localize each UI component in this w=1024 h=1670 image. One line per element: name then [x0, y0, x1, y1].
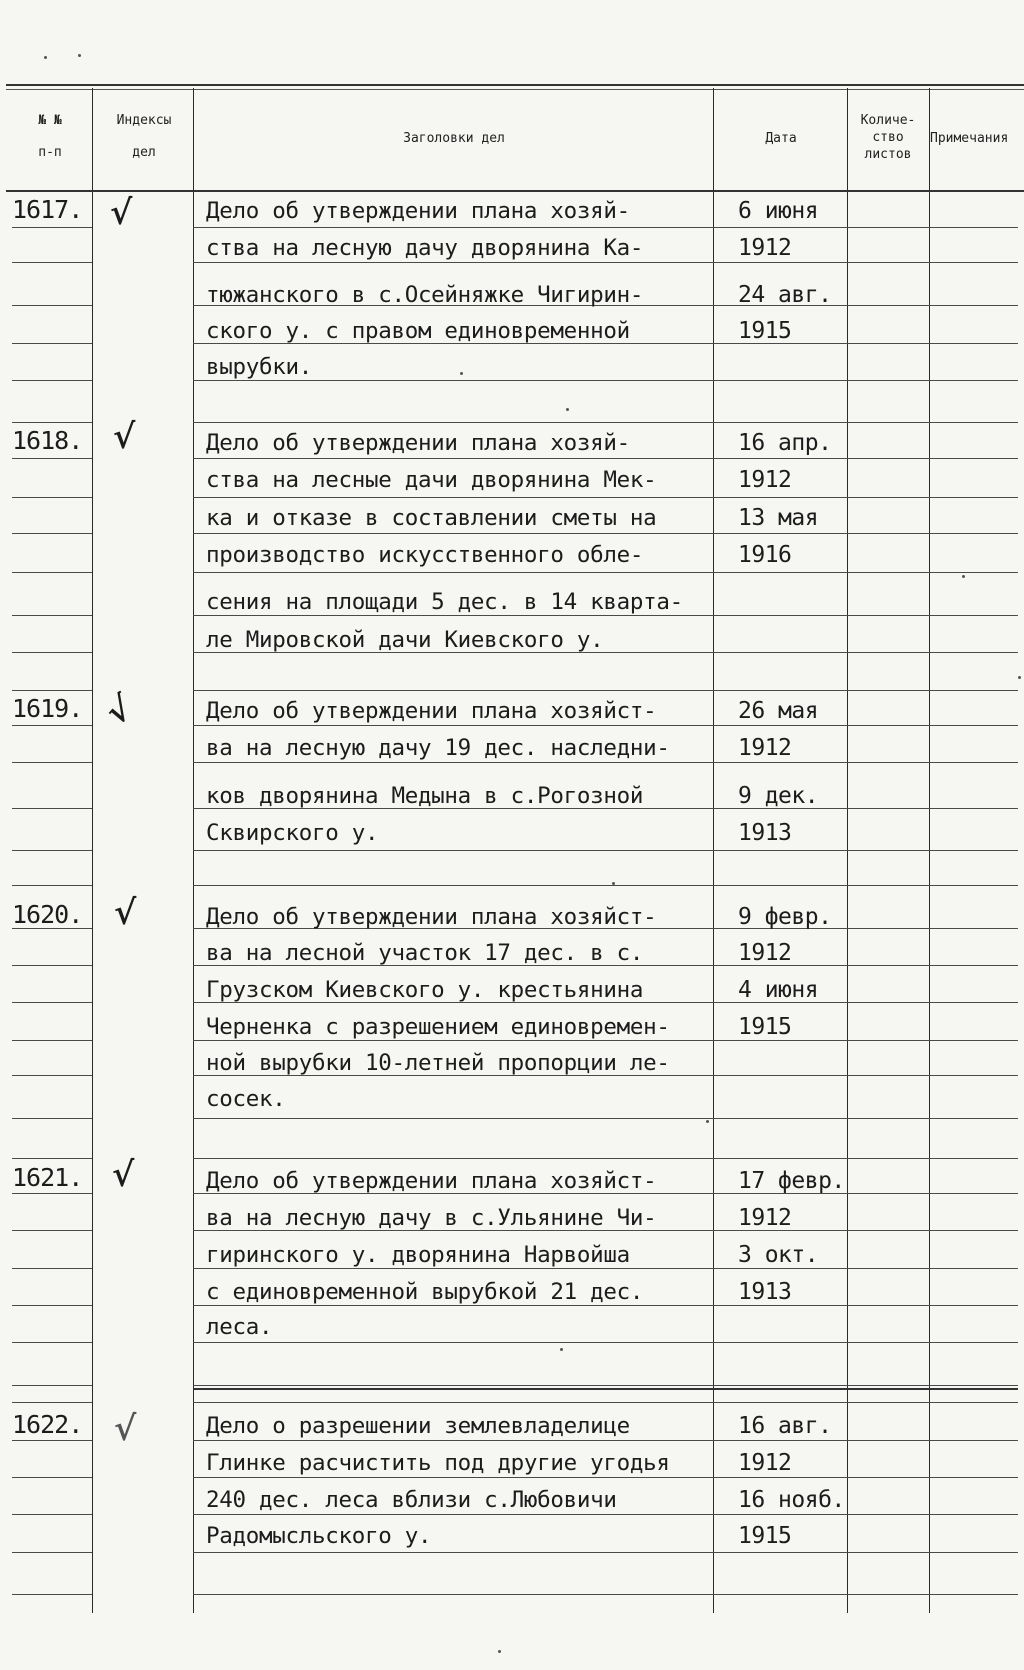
date-line: 1912 [738, 1205, 792, 1231]
title-line: ка и отказе в составлении сметы на [206, 505, 657, 531]
ruled-line-left [12, 808, 92, 809]
ruled-line-right [193, 1040, 1018, 1041]
date-line: 9 дек. [738, 783, 819, 809]
title-line: Радомысльского у. [206, 1523, 432, 1549]
ruled-line-right [193, 762, 1018, 763]
date-line: 16 апр. [738, 430, 832, 456]
header-rule [6, 190, 1024, 192]
ruled-line-right [193, 1594, 1018, 1595]
scan-speck [1018, 676, 1021, 679]
title-line: леса. [206, 1314, 273, 1340]
record-number: 1617. [12, 195, 83, 224]
date-line: 17 февр. [738, 1168, 845, 1194]
record-number: 1618. [12, 426, 83, 455]
ruled-line-right [193, 1477, 1018, 1478]
header-number: № № п-п [38, 113, 62, 160]
header-date: Дата [765, 131, 797, 146]
check-mark: √ [114, 1409, 137, 1449]
scan-speck [706, 1120, 709, 1123]
title-line: ского у. с правом единовременной [206, 318, 630, 344]
ruled-line-left [12, 1230, 92, 1231]
date-line: 26 мая [738, 698, 819, 724]
title-line: ства на лесные дачи дворянина Мек- [206, 467, 657, 493]
check-mark: √ [113, 417, 136, 457]
ruled-line-left [12, 1268, 92, 1269]
record-number: 1619. [12, 694, 83, 723]
ruled-line-left [12, 380, 92, 381]
ruled-line-left [12, 885, 92, 886]
scan-speck [498, 1650, 501, 1653]
title-line: Дело о разрешении землевладелице [206, 1413, 630, 1439]
date-line: 1912 [738, 1450, 792, 1476]
ruled-line-left [12, 227, 92, 228]
title-line: Дело об утверждении плана хозяйст- [206, 698, 657, 724]
title-line: Дело об утверждении плана хозяй- [206, 198, 630, 224]
ruled-line-left [12, 1385, 92, 1386]
top-border-inner [6, 89, 1024, 90]
check-mark: √ [110, 193, 133, 233]
ruled-line-right [193, 1158, 1018, 1159]
ruled-line-right [193, 1342, 1018, 1343]
ruled-line-left [12, 1158, 92, 1159]
ruled-line-left [12, 1477, 92, 1478]
check-mark: √ [112, 1155, 135, 1195]
date-line: 16 нояб. [738, 1487, 845, 1513]
title-line: ва на лесной участок 17 дес. в с. [206, 940, 644, 966]
ruled-line-left [12, 1193, 92, 1194]
header-notes: Примечания [930, 131, 1009, 146]
scan-speck [612, 882, 615, 885]
date-line: 1913 [738, 1279, 792, 1305]
ruled-line-left [12, 965, 92, 966]
ruled-line-left [12, 262, 92, 263]
date-line: 1915 [738, 318, 792, 344]
ruled-line-right [193, 615, 1018, 616]
date-line: 9 февр. [738, 904, 832, 930]
ruled-line-left [12, 1552, 92, 1553]
title-line: ков дворянина Медына в с.Рогозной [206, 783, 644, 809]
ruled-line-left [12, 1440, 92, 1441]
date-line: 24 авг. [738, 282, 832, 308]
ruled-line-right [193, 1305, 1018, 1306]
title-line: с единовременной вырубкой 21 дес. [206, 1279, 644, 1305]
title-line: сения на площади 5 дес. в 14 кварта- [206, 589, 683, 615]
header-sheets: Количе- ство листов [860, 113, 916, 162]
date-line: 4 июня [738, 977, 819, 1003]
col-rule-1 [92, 88, 93, 1613]
ruled-line-left [12, 422, 92, 423]
title-line: сосек. [206, 1086, 286, 1112]
title-line: гиринского у. дворянина Нарвойша [206, 1242, 630, 1268]
date-line: 1913 [738, 820, 792, 846]
ruled-line-right [193, 262, 1018, 263]
ruled-line-right [193, 1552, 1018, 1553]
ruled-line-right [193, 1440, 1018, 1441]
title-line: ной вырубки 10-летней пропорции ле- [206, 1050, 670, 1076]
date-line: 1912 [738, 235, 792, 261]
scan-speck [78, 54, 81, 57]
date-line: 1916 [738, 542, 792, 568]
ruled-line-right [193, 690, 1018, 691]
ruled-line-right [193, 572, 1018, 573]
check-mark: √ [114, 893, 137, 933]
record-number: 1621. [12, 1163, 83, 1192]
header-index: Индексы дел [116, 113, 172, 160]
title-line: ле Мировской дачи Киевского у. [206, 627, 604, 653]
ruled-line-left [12, 533, 92, 534]
ruled-line-right [193, 422, 1018, 423]
ruled-line-right [193, 1268, 1018, 1269]
ruled-line-left [12, 1594, 92, 1595]
ruled-line-left [12, 1514, 92, 1515]
date-line: 6 июня [738, 198, 819, 224]
ruled-line-left [12, 725, 92, 726]
date-line: 1912 [738, 940, 792, 966]
ruled-line-right [193, 227, 1018, 228]
ruled-line-left [12, 305, 92, 306]
title-line: ва на лесную дачу в с.Ульянине Чи- [206, 1205, 657, 1231]
ruled-line-left [12, 572, 92, 573]
title-line: вырубки. [206, 354, 312, 380]
ruled-line-right [193, 1385, 1018, 1386]
ruled-line-right [193, 380, 1018, 381]
ruled-line-right [193, 1118, 1018, 1119]
scan-speck [460, 372, 463, 375]
title-line: Глинке расчистить под другие угодья [206, 1450, 670, 1476]
date-line: 13 мая [738, 505, 819, 531]
ruled-line-right [193, 725, 1018, 726]
ruled-line-left [12, 1040, 92, 1041]
scan-speck [560, 1348, 563, 1351]
ruled-line-right [193, 1402, 1018, 1403]
title-line: Дело об утверждении плана хозяйст- [206, 1168, 657, 1194]
date-line: 1915 [738, 1014, 792, 1040]
ruled-line-left [12, 652, 92, 653]
title-line: тюжанского в с.Осейняжке Чигирин- [206, 282, 644, 308]
title-line: ства на лесную дачу дворянина Ка- [206, 235, 644, 261]
date-line: 1912 [738, 735, 792, 761]
ruled-line-right [193, 533, 1018, 534]
date-line: 1912 [738, 467, 792, 493]
date-line: 16 авг. [738, 1413, 832, 1439]
ruled-line-left [12, 1118, 92, 1119]
ruled-line-left [12, 1002, 92, 1003]
ruled-line-left [12, 615, 92, 616]
ruled-line-left [12, 1305, 92, 1306]
ruled-line-right [193, 885, 1018, 886]
date-line: 1915 [738, 1523, 792, 1549]
ruled-line-right [193, 497, 1018, 498]
date-line: 3 окт. [738, 1242, 819, 1268]
check-mark: √ [99, 688, 139, 734]
ruled-line-left [12, 850, 92, 851]
scan-speck [566, 408, 569, 411]
ruled-line-left [12, 1402, 92, 1403]
ruled-line-left [12, 497, 92, 498]
title-line: Сквирского у. [206, 820, 379, 846]
record-number: 1620. [12, 900, 83, 929]
ruled-line-left [12, 690, 92, 691]
title-line: производство искусственного обле- [206, 542, 644, 568]
header-title: Заголовки дел [403, 131, 505, 146]
ruled-line-right [193, 1514, 1018, 1515]
ruled-line-left [12, 1075, 92, 1076]
title-line: 240 дес. леса вблизи с.Любовичи [206, 1487, 617, 1513]
section-rule [193, 1388, 1018, 1390]
ruled-line-left [12, 458, 92, 459]
title-line: Дело об утверждении плана хозяйст- [206, 904, 657, 930]
title-line: ва на лесную дачу 19 дес. наследни- [206, 735, 670, 761]
scan-speck [44, 56, 47, 59]
title-line: Дело об утверждении плана хозяй- [206, 430, 630, 456]
title-line: Грузском Киевского у. крестьянина [206, 977, 644, 1003]
ruled-line-left [12, 762, 92, 763]
scan-speck [962, 575, 965, 578]
ruled-line-right [193, 850, 1018, 851]
ruled-line-right [193, 458, 1018, 459]
ruled-line-left [12, 1342, 92, 1343]
top-border [6, 84, 1024, 86]
ruled-line-left [12, 343, 92, 344]
record-number: 1622. [12, 1410, 83, 1439]
title-line: Черненка с разрешением единовремен- [206, 1014, 670, 1040]
